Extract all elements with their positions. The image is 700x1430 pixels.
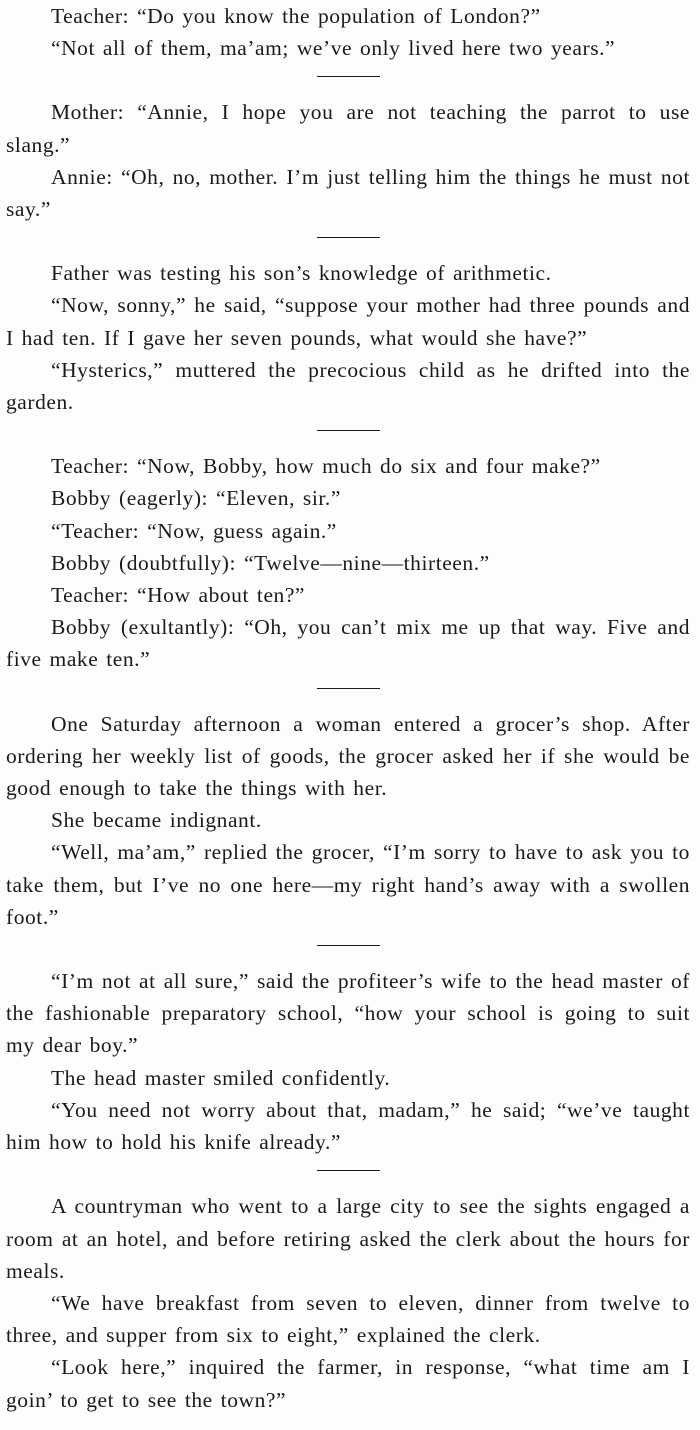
section-divider [317,76,380,77]
paragraph: Annie: “Oh, no, mother. I’m just telling him the things he must not say.” [6,164,690,222]
paragraph: Teacher: “How about ten?” [51,583,306,608]
paragraph: Teacher: “Now, Bobby, how much do six and four make?” [51,454,601,479]
paragraph: She became indignant. [51,808,262,833]
paragraph: “I’m not at all sure,” said the profiteer’s wife to the head master of the fashionable preparatory school, “how your school is going to suit my dear boy.” [6,969,690,1058]
section-divider [317,688,380,689]
paragraph: A countryman who went to a large city to see the sights engaged a room at an hotel, and before retiring asked the clerk about the hours for meals. [6,1194,690,1283]
paragraph: “Not all of them, ma’am; we’ve only lived here two years.” [51,36,616,61]
joke-5 [6,708,690,933]
paragraph: “Look here,” inquired the farmer, in response, “what time am I goin’ to get to see the town?” [6,1355,690,1412]
paragraph: “You need not worry about that, madam,” he said; “we’ve taught him how to hold his knife already.” [6,1097,690,1155]
section-divider [317,237,380,238]
paragraph: Bobby (doubtfully): “Twelve—nine—thirteen.” [51,550,490,575]
section-divider [317,430,380,431]
joke-2 [6,96,690,225]
joke-7 [6,1190,690,1415]
paragraph: Bobby (exultantly): “Oh, you can’t mix me up that way. Five and five make ten.” [6,615,690,672]
paragraph: Father was testing his son’s knowledge of arithmetic. [51,261,552,286]
paragraph: Bobby (eagerly): “Eleven, sir.” [51,486,341,511]
joke-4 [6,450,690,675]
paragraph: Mother: “Annie, I hope you are not teaching the parrot to use slang.” [6,100,690,157]
section-divider [317,1170,380,1171]
joke-6 [6,965,690,1158]
paragraph: “We have breakfast from seven to eleven, dinner from twelve to three, and supper from six to eight,” explained the clerk. [6,1290,690,1348]
paragraph: “Hysterics,” muttered the precocious child as he drifted into the garden. [6,357,690,415]
paragraph: One Saturday afternoon a woman entered a grocer’s shop. After ordering her weekly list of goods, the grocer asked her if she would be good enough to take the things with her. [6,711,690,801]
section-divider [317,945,380,946]
paragraph: “Well, ma’am,” replied the grocer, “I’m sorry to have to ask you to take them, but I’ve no one here—my right hand’s away with a swollen foot.” [6,840,690,929]
joke-3 [6,257,690,418]
paragraph: “Teacher: “Now, guess again.” [51,518,337,543]
joke-1 [6,0,690,64]
paragraph: Teacher: “Do you know the population of London?” [51,4,541,28]
paragraph: “Now, sonny,” he said, “suppose your mother had three pounds and I had ten. If I gave her seven pounds, what would she have?” [6,293,690,350]
paragraph: The head master smiled confidently. [51,1065,391,1090]
